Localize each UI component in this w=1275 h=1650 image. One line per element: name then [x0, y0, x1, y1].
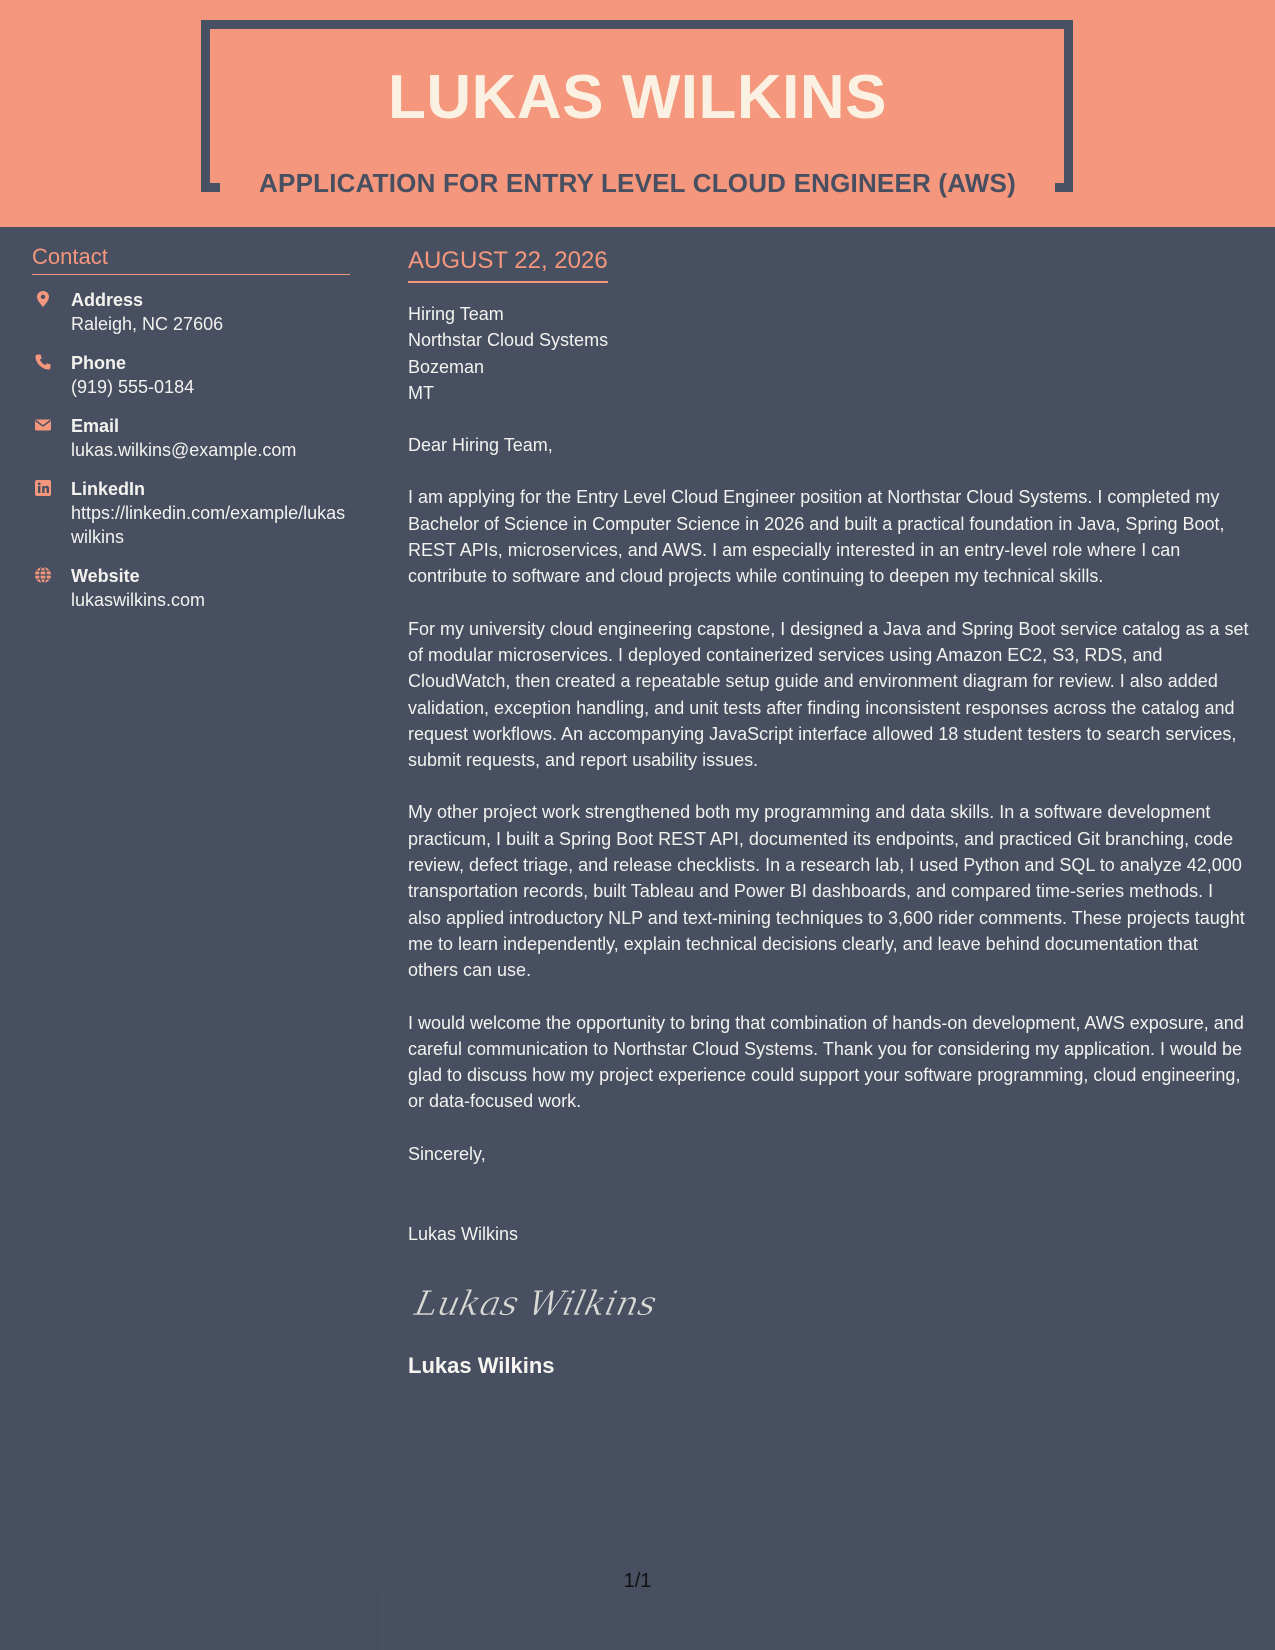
- email-value: lukas.wilkins@example.com: [71, 440, 297, 460]
- application-subtitle: APPLICATION FOR ENTRY LEVEL CLOUD ENGINEER (AWS): [220, 165, 1055, 201]
- contact-item-address: [32, 288, 350, 336]
- letter-body: [408, 243, 1250, 1381]
- header-banner: [0, 0, 1275, 227]
- phone-label: Phone: [71, 353, 127, 373]
- phone-value: (919) 555-0184: [71, 377, 195, 397]
- envelope-icon: [34, 416, 52, 434]
- contact-item-phone: [32, 351, 350, 399]
- letter-date: AUGUST 22, 2026: [408, 243, 608, 283]
- contact-heading: Contact: [32, 243, 350, 275]
- recipient-line: MT: [408, 382, 434, 403]
- contact-item-website: [32, 564, 350, 612]
- email-label: Email: [71, 416, 120, 436]
- salutation: Dear Hiring Team,: [408, 435, 553, 456]
- closing: Sincerely,: [408, 1143, 486, 1164]
- handwritten-signature: [408, 1273, 668, 1333]
- recipient-line: Northstar Cloud Systems: [408, 330, 609, 351]
- recipient-line: Hiring Team: [408, 304, 504, 324]
- globe-icon: [34, 566, 52, 584]
- address-value: Raleigh, NC 27606: [71, 314, 224, 334]
- signature-image: [408, 1273, 668, 1333]
- letter-paragraph: My other project work strengthened both my programming and data skills. In a software development practicum, I built a Spring Boot REST API, documented its endpoints, and practiced Git branching, code review, defect triage, and release checklists. In a research lab, I used Python and SQL to analyze 42,000 transportation records, built Tableau and Power BI dashboards, and compared time-series methods. I also applied introductory NLP and text-mining techniques to 3,600 rider comments. These projects taught me to learn independently, explain technical decisions clearly, and leave behind documentation that others can use.: [408, 802, 1245, 981]
- signature-script: Lukas Wilkins: [411, 1284, 661, 1325]
- closing-name: Lukas Wilkins: [408, 1224, 519, 1245]
- website-value[interactable]: lukaswilkins.com: [71, 590, 206, 610]
- address-label: Address: [71, 290, 144, 310]
- linkedin-value[interactable]: https://linkedin.com/example/lukaswilkins: [71, 503, 346, 547]
- phone-icon: [34, 353, 52, 371]
- contact-sidebar: [32, 243, 350, 612]
- letter-paragraph: For my university cloud engineering capstone, I designed a Java and Spring Boot service catalog as a set of modular microservices. I deployed containerized services using Amazon EC2, S3, RDS, and CloudWatch, then created a repeatable setup guide and environment diagram for review. I also added validation, exception handling, and unit tests after finding inconsistent responses across the catalog and request workflows. An accompanying JavaScript interface allowed 18 student testers to search services, submit requests, and report usability issues.: [408, 618, 1249, 771]
- linkedin-icon: [34, 479, 52, 497]
- linkedin-label: LinkedIn: [71, 479, 146, 499]
- website-label: Website: [71, 566, 140, 586]
- letter-paragraph: I am applying for the Entry Level Cloud Engineer position at Northstar Cloud Systems. I completed my Bachelor of Science in Computer Science in 2026 and built a practical foundation in Java, Spring Boot, REST APIs, microservices, and AWS. I am especially interested in an entry-level role where I can contribute to software and cloud projects while continuing to deepen my technical skills.: [408, 487, 1225, 587]
- map-pin-icon: [34, 290, 52, 308]
- page-divider: [382, 1590, 383, 1650]
- recipient-block: [408, 301, 1250, 406]
- page-number: 1/1: [623, 1570, 652, 1592]
- contact-item-linkedin: [32, 477, 350, 549]
- applicant-name: LUKAS WILKINS: [387, 63, 888, 132]
- letter-paragraph: I would welcome the opportunity to bring that combination of hands-on development, AWS exposure, and careful communication to Northstar Cloud Systems. Thank you for considering my application. I would be glad to discuss how my project experience could support your software programming, cloud engineering, or data-focused work.: [408, 1012, 1244, 1112]
- recipient-line: Bozeman: [408, 356, 485, 377]
- contact-item-email: [32, 414, 350, 462]
- printed-name: Lukas Wilkins: [408, 1353, 555, 1379]
